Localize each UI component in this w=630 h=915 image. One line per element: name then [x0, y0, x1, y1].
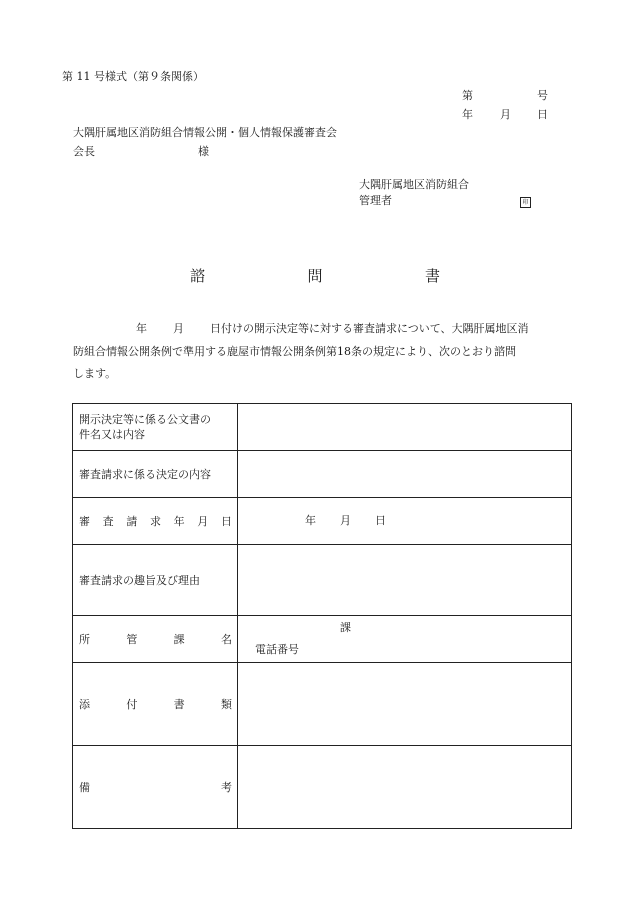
- field-decision-content[interactable]: [238, 451, 572, 498]
- label-decision-content: 審査請求に係る決定の内容: [73, 451, 238, 498]
- label-char: 管: [126, 633, 138, 646]
- body-month: 月: [173, 322, 184, 335]
- request-date-month: 月: [340, 514, 351, 527]
- date-year: 年: [462, 108, 473, 121]
- body-line-2: 防組合情報公開条例で準用する鹿屋市情報公開条例第18条の規定により、次のとおり諮問: [73, 345, 516, 358]
- label-document-subject: [73, 404, 238, 451]
- seal-mark: [520, 195, 531, 209]
- seal-icon: 印: [520, 197, 531, 208]
- label-line: 開示決定等に係る公文書の: [79, 413, 211, 426]
- label-char: 月: [197, 515, 209, 528]
- label-char: 日: [220, 515, 232, 528]
- field-request-purpose[interactable]: [238, 545, 572, 616]
- table-row: [73, 498, 572, 545]
- form-number: 第 11 号様式（第９条関係）: [62, 70, 204, 83]
- label-department: [73, 616, 238, 663]
- title-char-2: 問: [307, 267, 323, 285]
- body-line-1: [73, 317, 573, 340]
- label-char: 課: [173, 633, 185, 646]
- label-char: 考: [221, 781, 232, 794]
- department-ka: 課: [340, 621, 351, 634]
- request-table: [72, 403, 572, 829]
- sender-org: 大隅肝属地区消防組合: [359, 178, 469, 191]
- table-row: [73, 746, 572, 829]
- label-char: 類: [220, 698, 232, 711]
- label-char: 添: [79, 698, 90, 711]
- label-char: 査: [102, 515, 114, 528]
- field-remarks[interactable]: [238, 746, 572, 829]
- date-day: 日: [537, 108, 548, 121]
- sender-title: 管理者: [359, 194, 392, 207]
- label-remarks: [73, 746, 238, 829]
- table-row: [73, 545, 572, 616]
- body-year: 年: [136, 322, 147, 335]
- phone-number-label: 電話番号: [255, 643, 299, 656]
- table-row: [73, 663, 572, 746]
- doc-number-prefix: 第: [462, 89, 473, 102]
- title-char-1: 諮: [190, 267, 206, 285]
- label-char: 審: [79, 515, 90, 528]
- table-row: [73, 616, 572, 663]
- doc-number-suffix: 号: [537, 89, 548, 102]
- request-date-day: 日: [375, 514, 386, 527]
- label-char: 付: [126, 698, 138, 711]
- document-title: [190, 266, 440, 286]
- field-attachments[interactable]: [238, 663, 572, 746]
- body-line-1-rest: 日付けの開示決定等に対する審査請求について、大隅肝属地区消: [210, 322, 529, 335]
- label-char: 名: [220, 633, 232, 646]
- label-request-purpose: 審査請求の趣旨及び理由: [73, 545, 238, 616]
- label-char: 求: [149, 515, 161, 528]
- title-char-3: 書: [424, 267, 440, 285]
- label-char: 請: [126, 515, 138, 528]
- label-request-date: [73, 498, 238, 545]
- date-month: 月: [500, 108, 511, 121]
- label-char: 備: [79, 781, 90, 794]
- field-department[interactable]: [238, 616, 572, 663]
- body-line-3: します。: [73, 367, 117, 380]
- table-row: [73, 451, 572, 498]
- field-document-subject[interactable]: [238, 404, 572, 451]
- addressee-org: 大隅肝属地区消防組合情報公開・個人情報保護審査会: [73, 126, 337, 139]
- addressee-title: 会長: [73, 145, 95, 158]
- table-row: [73, 404, 572, 451]
- request-date-year: 年: [305, 514, 316, 527]
- label-char: 年: [173, 515, 185, 528]
- addressee-honorific: 様: [198, 145, 209, 158]
- label-char: 書: [173, 698, 185, 711]
- label-line: 件名又は内容: [79, 428, 145, 441]
- label-attachments: [73, 663, 238, 746]
- label-char: 所: [79, 633, 90, 646]
- field-request-date[interactable]: [238, 498, 572, 545]
